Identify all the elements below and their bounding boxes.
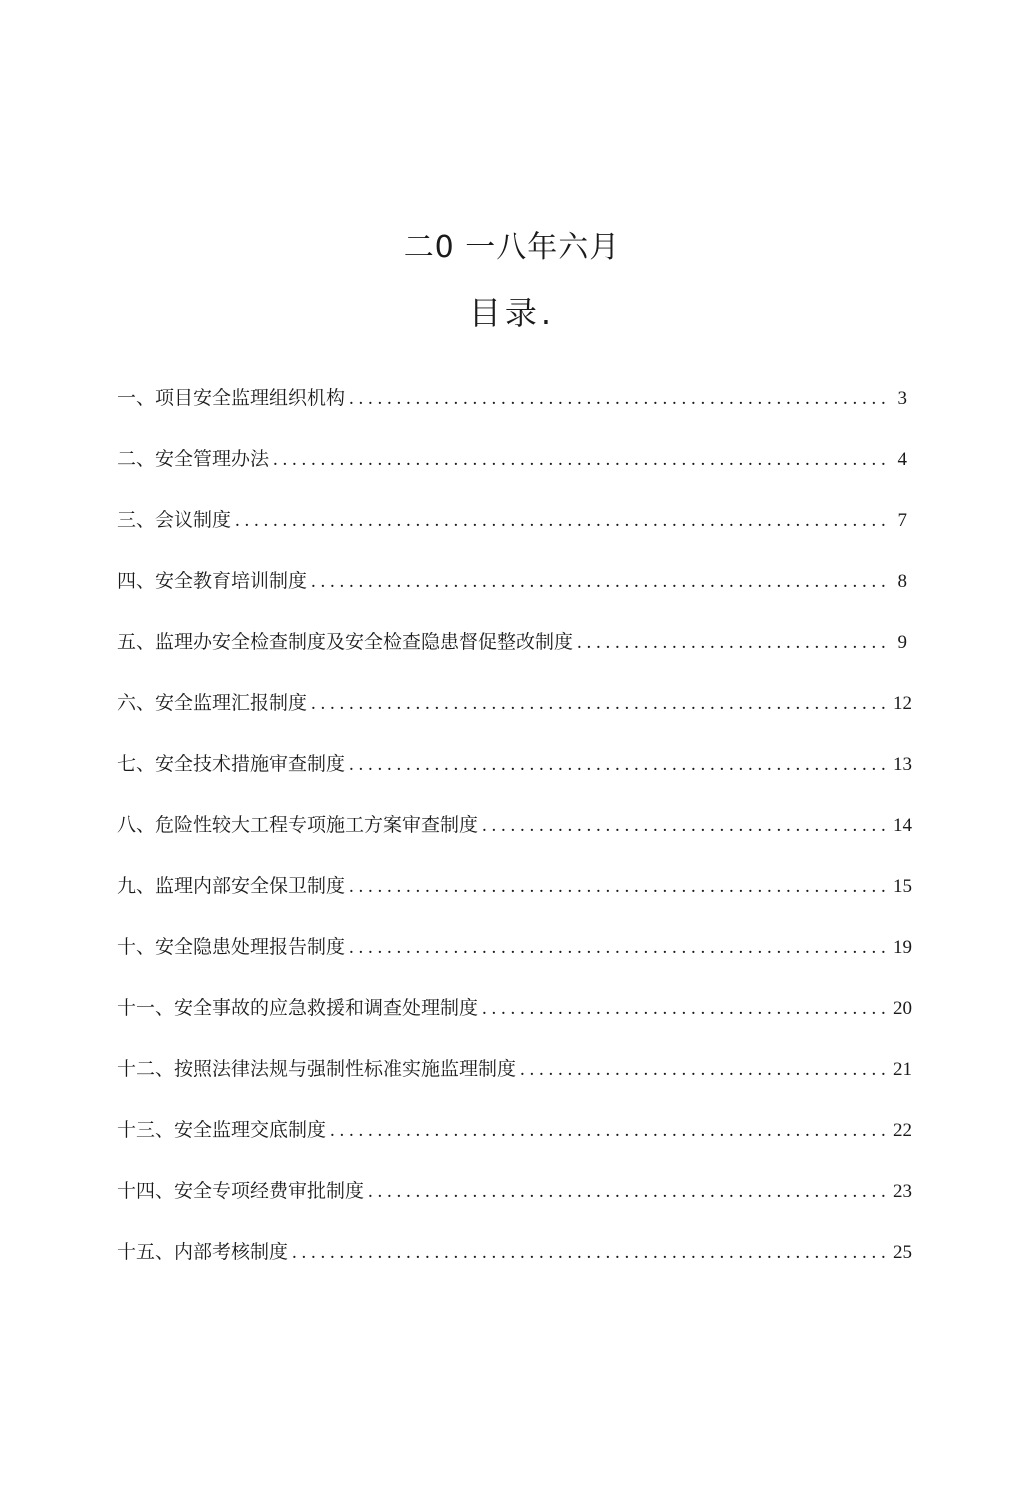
toc-dot-leader (273, 440, 889, 480)
document-date: 二0 一八年六月 (403, 230, 621, 265)
toc-dot-leader (349, 867, 889, 907)
toc-entry-page: 21 (893, 1059, 912, 1080)
toc-dot-leader (330, 1111, 889, 1151)
toc-entry-page: 23 (893, 1181, 912, 1202)
toc-entry[interactable] (117, 866, 912, 927)
toc-entry[interactable] (117, 1049, 912, 1110)
toc-entry-label: 六、安全监理汇报制度 (117, 692, 308, 714)
toc-entry[interactable] (117, 1171, 912, 1232)
toc-entry[interactable] (117, 805, 912, 866)
toc-entry[interactable] (117, 744, 912, 805)
toc-entry[interactable] (117, 439, 907, 500)
toc-entry-page: 15 (893, 876, 912, 897)
toc-entry-page: 22 (893, 1120, 912, 1141)
toc-entry-label: 四、安全教育培训制度 (117, 570, 308, 592)
toc-entry-page: 13 (893, 754, 912, 775)
toc-dot-leader (349, 745, 889, 785)
toc-entry-page: 8 (897, 571, 907, 592)
toc-dot-leader (235, 501, 889, 541)
toc-dot-leader (577, 623, 889, 663)
toc-entry[interactable] (117, 622, 907, 683)
toc-entry-label: 十四、安全专项经费审批制度 (117, 1180, 365, 1202)
toc-dot-leader (311, 562, 889, 602)
toc-entry-label: 十五、内部考核制度 (117, 1241, 289, 1263)
toc-entry-page: 12 (893, 693, 912, 714)
toc-entry[interactable] (117, 500, 907, 561)
toc-entry[interactable] (117, 1232, 912, 1293)
toc-dot-leader (311, 684, 889, 724)
toc-entry-label: 十三、安全监理交底制度 (117, 1119, 327, 1141)
toc-entry-label: 七、安全技术措施审查制度 (117, 753, 346, 775)
toc-entry-label: 二、安全管理办法 (117, 448, 270, 470)
toc-entry-page: 4 (897, 449, 907, 470)
toc-entry-page: 20 (893, 998, 912, 1019)
toc-entry-label: 八、危险性较大工程专项施工方案审查制度 (117, 814, 479, 836)
toc-dot-leader (349, 928, 889, 968)
toc-entry[interactable] (117, 561, 907, 622)
toc-dot-leader (368, 1172, 889, 1212)
toc-entry[interactable] (117, 988, 912, 1049)
toc-entry-label: 一、项目安全监理组织机构 (117, 387, 346, 409)
toc-entry-page: 9 (897, 632, 907, 653)
toc-entry-label: 十二、按照法律法规与强制性标准实施监理制度 (117, 1058, 517, 1080)
toc-dot-leader (520, 1050, 889, 1090)
toc-dot-leader (292, 1233, 889, 1273)
toc-entry-page: 25 (893, 1242, 912, 1263)
toc-entry-page: 19 (893, 937, 912, 958)
toc-dot-leader (482, 806, 889, 846)
toc-title: 目录. (468, 294, 556, 332)
toc-entry[interactable] (117, 927, 912, 988)
toc-entry-label: 九、监理内部安全保卫制度 (117, 875, 346, 897)
toc-entry-label: 十、安全隐患处理报告制度 (117, 936, 346, 958)
table-of-contents (117, 378, 912, 1293)
toc-dot-leader (482, 989, 889, 1029)
toc-entry-label: 三、会议制度 (117, 509, 232, 531)
toc-entry[interactable] (117, 1110, 912, 1171)
toc-entry[interactable] (117, 378, 907, 439)
toc-entry-page: 7 (897, 510, 907, 531)
toc-entry-label: 十一、安全事故的应急救援和调查处理制度 (117, 997, 479, 1019)
toc-entry[interactable] (117, 683, 912, 744)
toc-dot-leader (349, 379, 889, 419)
toc-entry-label: 五、监理办安全检查制度及安全检查隐患督促整改制度 (117, 631, 574, 653)
toc-entry-page: 14 (893, 815, 912, 836)
toc-entry-page: 3 (897, 388, 907, 409)
